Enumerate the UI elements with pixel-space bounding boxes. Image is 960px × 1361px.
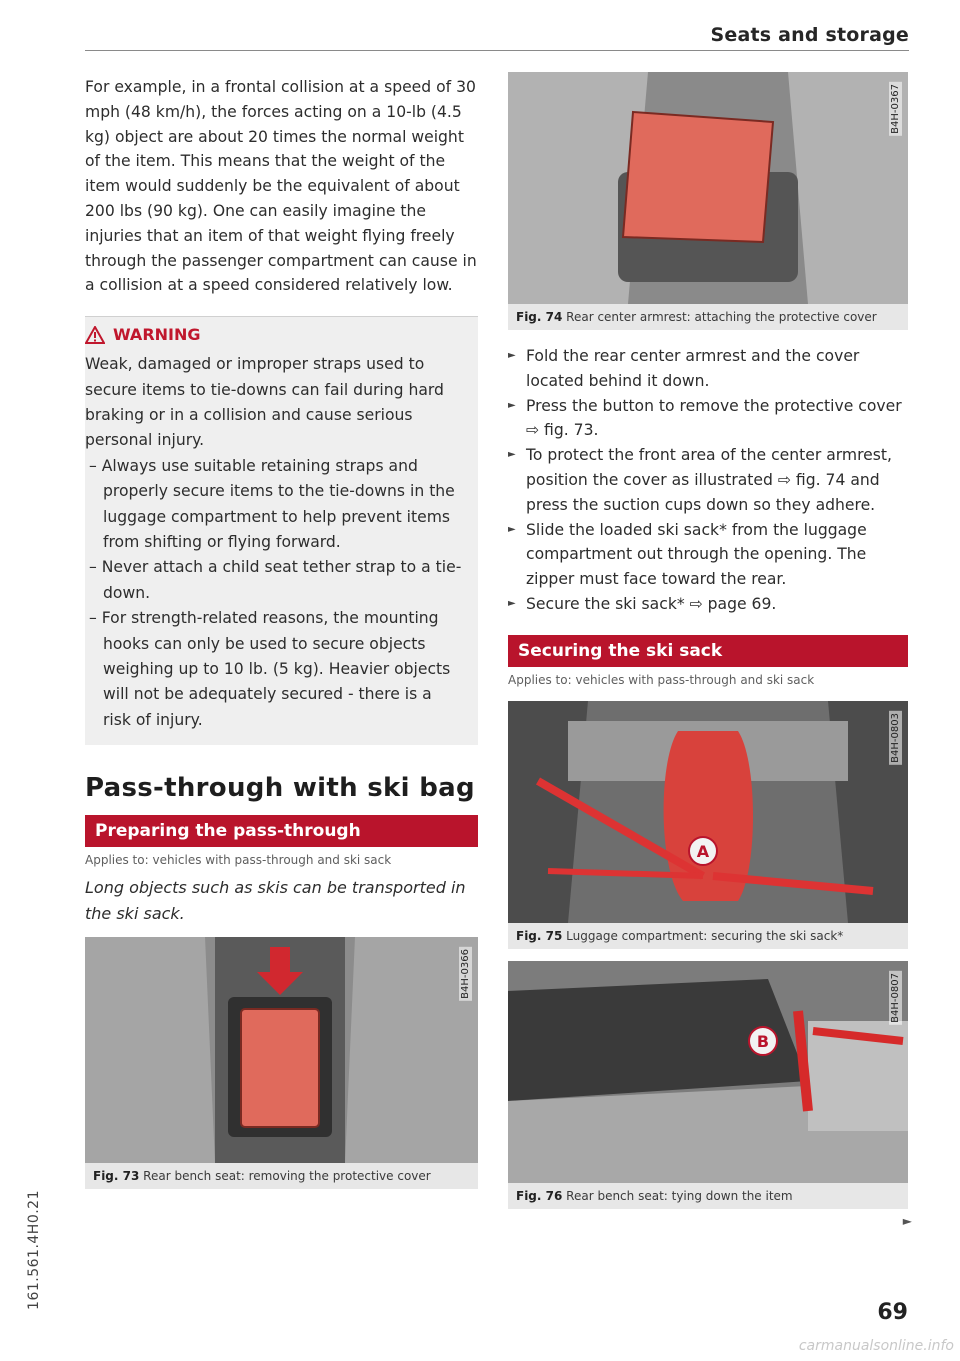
step-item: ► Secure the ski sack* ⇨ page 69. — [508, 592, 908, 617]
subsection-title: Securing the ski sack — [508, 635, 908, 667]
warning-title: WARNING — [113, 325, 201, 345]
figure-label: Fig. 75 — [516, 928, 563, 943]
figure-74-image — [508, 72, 908, 304]
figure-caption-text: Rear bench seat: tying down the item — [566, 1188, 793, 1203]
body-paragraph: For example, in a frontal collision at a speed of 30 mph (48 km/h), the forces acting on a 10-lb (4.5 kg) object are about 20 times the normal weight of the item. This means that the weight of the item would suddenly be the equivalent of about 200 lbs (90 kg). One can easily imagine the injuries that an item of that weight flying freely through the passenger compartment can cause in a collision at a speed considered relatively low. — [85, 78, 477, 295]
figure-76-image — [508, 961, 908, 1183]
watermark: carmanualsonline.info — [798, 1338, 954, 1354]
figure-label: Fig. 73 — [93, 1169, 140, 1184]
warning-triangle-icon — [85, 326, 105, 344]
callout-marker-a: A — [696, 841, 710, 861]
subsection-title: Preparing the pass-through — [85, 815, 478, 847]
callout-marker-b: B — [756, 1031, 770, 1051]
steps-list — [508, 344, 908, 617]
header-rule — [85, 50, 909, 51]
figure-75-caption — [508, 923, 908, 949]
armrest-illustration — [85, 937, 478, 1163]
left-column — [85, 75, 478, 1189]
armrest-cover-illustration — [508, 72, 908, 304]
warning-box — [85, 316, 478, 745]
luggage-compartment-illustration — [508, 701, 908, 923]
figure-74-caption — [508, 304, 908, 330]
warning-list-item: – Never attach a child seat tether strap to a tie-down. — [85, 555, 464, 606]
warning-list-item: – Always use suitable retaining straps and properly secure items to the tie-downs in the luggage compartment to help prevent items from shifting or flying forward. — [85, 454, 464, 556]
step-item: ► Slide the loaded ski sack* from the luggage compartment out through the opening. The zipper must face toward the rear. — [508, 518, 908, 592]
figure-code: B4H-0366 — [460, 949, 471, 1000]
figure-code: B4H-0803 — [890, 712, 901, 763]
figure-label: Fig. 76 — [516, 1188, 563, 1203]
applies-note: Applies to: vehicles with pass-through and ski sack — [508, 672, 815, 687]
figure-75-image — [508, 701, 908, 923]
figure-code: B4H-0367 — [890, 84, 901, 134]
figure-label: Fig. 74 — [516, 310, 563, 324]
right-column — [508, 72, 908, 1209]
warning-list-item: – For strength-related reasons, the mounting hooks can only be used to secure objects weighing up to 10 lb. (5 kg). Heavier objects will not be adequately secured - there is a risk of injury. — [85, 606, 464, 733]
figure-caption-text: Luggage compartment: securing the ski sack* — [566, 928, 844, 943]
step-item: ► To protect the front area of the center armrest, position the cover as illustrated ⇨ fig. 74 and press the suction cups down so they adhere. — [508, 443, 908, 517]
figure-caption-text: Rear bench seat: removing the protective cover — [143, 1169, 431, 1184]
figure-73-caption — [85, 1163, 478, 1189]
figure-73-image — [85, 937, 478, 1163]
step-item: ► Fold the rear center armrest and the cover located behind it down. — [508, 344, 908, 394]
figure-76-caption — [508, 1183, 908, 1209]
applies-note: Applies to: vehicles with pass-through and ski sack — [85, 853, 392, 868]
step-item: ► Press the button to remove the protective cover ⇨ fig. 73. — [508, 394, 908, 444]
page-number: 69 — [877, 1300, 908, 1325]
figure-caption-text: Rear center armrest: attaching the protective cover — [566, 310, 877, 324]
warning-heading — [85, 325, 464, 344]
warning-list — [85, 454, 464, 733]
figure-code: B4H-0807 — [890, 972, 901, 1023]
section-title: Pass-through with ski bag — [85, 773, 475, 804]
continue-arrow-icon: ► — [902, 1214, 912, 1228]
warning-text: Weak, damaged or improper straps used to secure items to tie-downs can fail during hard braking or in a collision and cause serious personal injury. — [85, 355, 444, 450]
document-code: 161.561.4H0.21 — [26, 1190, 42, 1310]
tie-down-illustration — [508, 961, 908, 1183]
intro-text: Long objects such as skis can be transported in the ski sack. — [85, 878, 466, 924]
page-header-title: Seats and storage — [710, 24, 909, 46]
